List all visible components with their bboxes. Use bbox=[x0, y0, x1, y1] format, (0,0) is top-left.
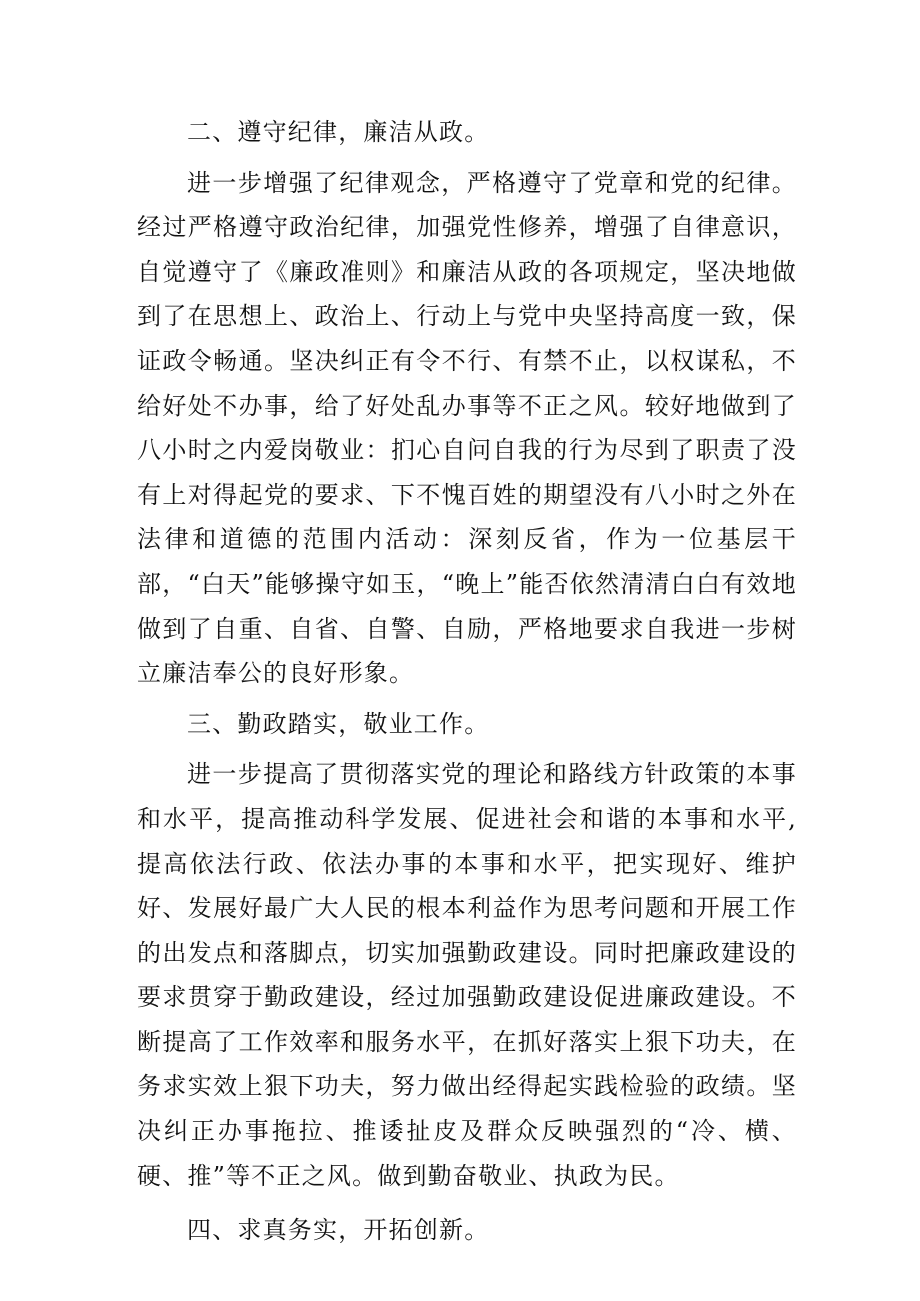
document-body bbox=[137, 110, 797, 1253]
section-paragraph-discipline: 进一步增强了纪律观念，严格遵守了党章和党的纪律。经过严格遵守政治纪律，加强党性修养，增强了自律意识，自觉遵守了《廉政准则》和廉洁从政的各项规定，坚决地做到了在思想上、政治上、行动上与党中央坚持高度一致，保证政令畅通。坚决纠正有令不行、有禁不止，以权谋私，不给好处不办事，给了好处乱办事等不正之风。较好地做到了八小时之内爱岗敬业：扪心自问自我的行为尽到了职责了没有上对得起党的要求、下不愧百姓的期望没有八小时之外在法律和道德的范围内活动：深刻反省，作为一位基层干部，“白天”能够操守如玉，“晚上”能否依然清清白白有效地做到了自重、自省、自警、自励，严格地要求自我进一步树立廉洁奉公的良好形象。 bbox=[137, 168, 797, 688]
section-paragraph-diligence: 进一步提高了贯彻落实党的理论和路线方针政策的本事和水平，提高推动科学发展、促进社会和谐的本事和水平,提高依法行政、依法办事的本事和水平，把实现好、维护好、发展好最广大人民的根本利益作为思考问题和开展工作的出发点和落脚点，切实加强勤政建设。同时把廉政建设的要求贯穿于勤政建设，经过加强勤政建设促进廉政建设。不断提高了工作效率和服务水平，在抓好落实上狠下功夫，在务求实效上狠下功夫，努力做出经得起实践检验的政绩。坚决纠正办事拖拉、推诿扯皮及群众反映强烈的“冷、横、硬、推”等不正之风。做到勤奋敬业、执政为民。 bbox=[137, 760, 797, 1190]
section-heading-discipline: 二、遵守纪律，廉洁从政。 bbox=[187, 118, 490, 146]
section-heading-diligence: 三、勤政踏实，敬业工作。 bbox=[187, 709, 490, 738]
section-heading-innovation: 四、求真务实，开拓创新。 bbox=[187, 1216, 490, 1245]
